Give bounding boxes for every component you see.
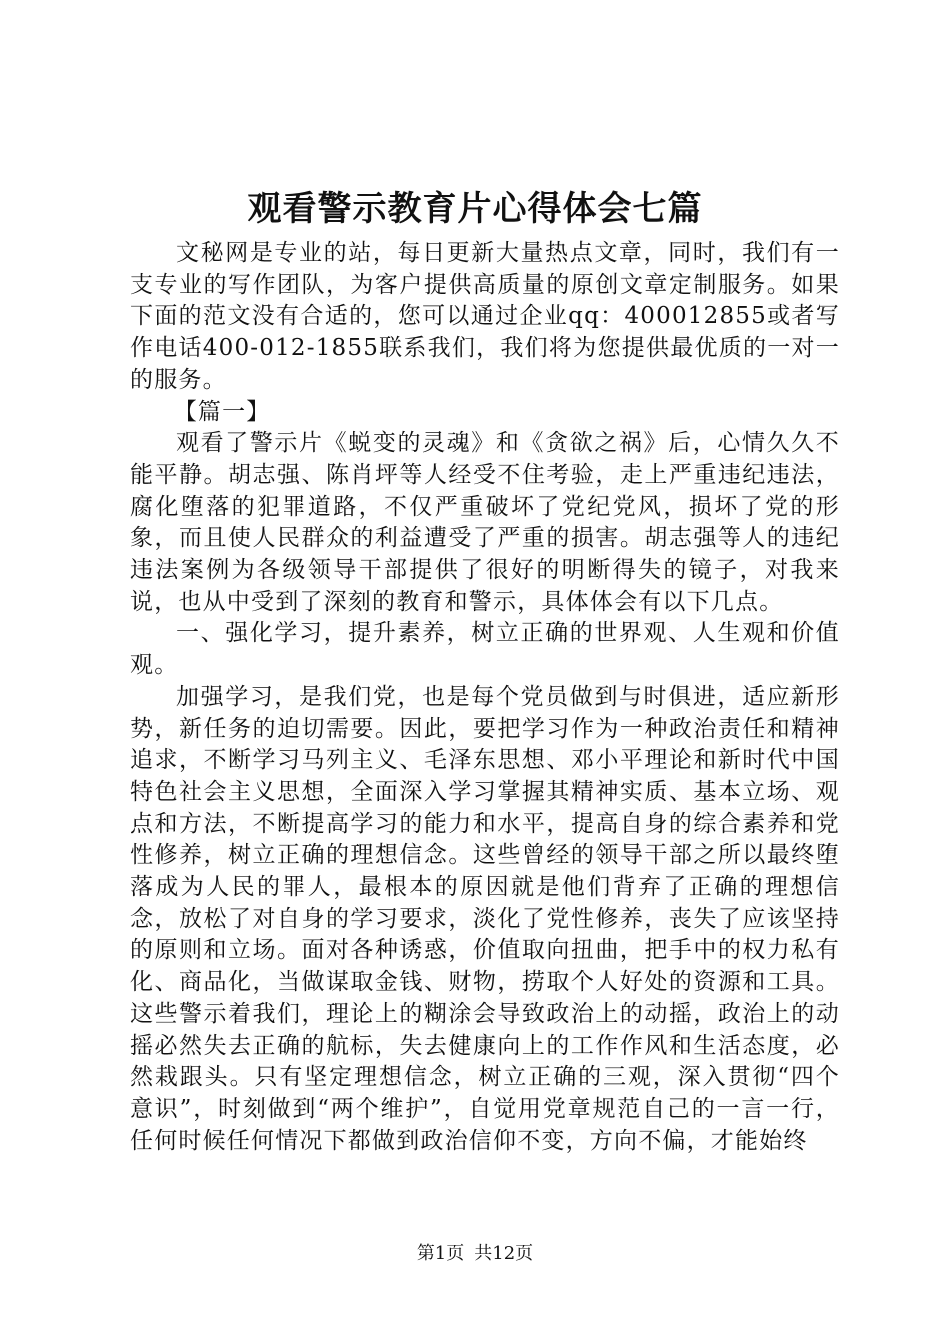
intro-paragraph: 文秘网是专业的站，每日更新大量热点文章，同时，我们有一支专业的写作团队，为客户提供高质量的原创文章定制服务。如果下面的范文没有合适的，您可以通过企业qq：400012855或者写作电话400-012-1855联系我们，我们将为您提供最优质的一对一的服务。 [130, 240, 840, 393]
section-heading-part-one: 【篇一】 [173, 398, 271, 425]
document-title: 观看警示教育片心得体会七篇 [247, 189, 703, 229]
page-footer [0, 1241, 950, 1267]
page-total: 共12页 [474, 1243, 534, 1264]
body-paragraph: 观看了警示片《蜕变的灵魂》和《贪欲之祸》后，心情久久不能平静。胡志强、陈肖坪等人经受不住考验，走上严重违纪违法，腐化堕落的犯罪道路，不仅严重破坏了党纪党风，损坏了党的形象，而且使人民群众的利益遭受了严重的损害。胡志强等人的违纪违法案例为各级领导干部提供了很好的明断得失的镜子，对我来说，也从中受到了深刻的教育和警示，具体体会有以下几点。 [130, 430, 840, 615]
body-paragraph: 加强学习，是我们党，也是每个党员做到与时俱进，适应新形势，新任务的迫切需要。因此，要把学习作为一种政治责任和精神追求，不断学习马列主义、毛泽东思想、邓小平理论和新时代中国特色社会主义思想，全面深入学习掌握其精神实质、基本立场、观点和方法，不断提高学习的能力和水平，提高自身的综合素养和党性修养，树立正确的理想信念。这些曾经的领导干部之所以最终堕落成为人民的罪人，最根本的原因就是他们背弃了正确的理想信念，放松了对自身的学习要求，淡化了党性修养，丧失了应该坚持的原则和立场。面对各种诱惑，价值取向扭曲，把手中的权力私有化、商品化，当做谋取金钱、财物，捞取个人好处的资源和工具。这些警示着我们，理论上的糊涂会导致政治上的动摇，政治上的动摇必然失去正确的航标，失去健康向上的工作作风和生活态度，必然栽跟头。只有坚定理想信念，树立正确的三观，深入贯彻“四个意识”，时刻做到“两个维护”，自觉用党章规范自己的一言一行，任何时候任何情况下都做到政治信仰不变，方向不偏，才能始终 [130, 683, 840, 1154]
page-number: 第1页 [416, 1243, 465, 1264]
document-body [130, 238, 840, 1157]
subheading-paragraph: 一、强化学习，提升素养，树立正确的世界观、人生观和价值观。 [130, 620, 840, 679]
